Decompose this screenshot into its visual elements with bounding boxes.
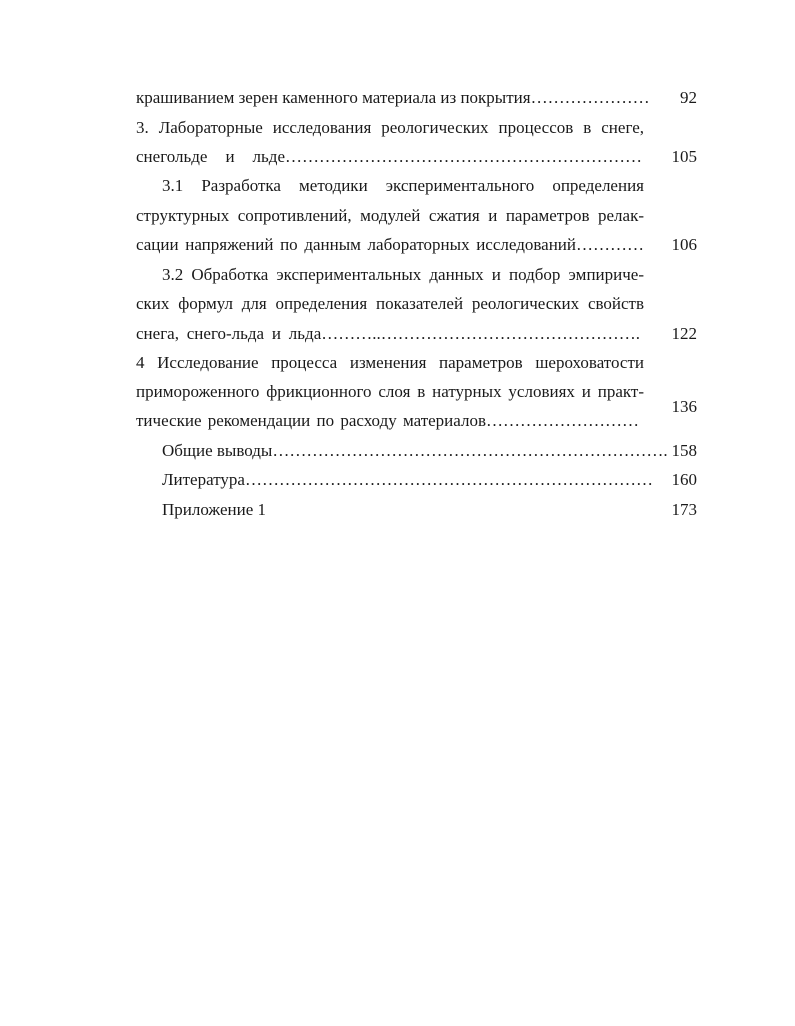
toc-page-number: 105 [671, 147, 697, 166]
toc-entry-text: Приложение 1 [162, 500, 266, 519]
toc-entry-text: снега, снего-льда и льда………..………………………………………. [136, 324, 640, 343]
toc-entry-text: 3.2 Обработка экспериментальных данных и подбор эмпириче- [162, 265, 644, 284]
toc-page-number: 173 [671, 500, 697, 519]
toc-page-number: 122 [671, 324, 697, 343]
toc-page-number: 158 [671, 441, 697, 460]
toc-entry-text: 3. Лабораторные исследования реологических процессов в снеге, [136, 118, 644, 137]
toc-entry-text: снегольде и льде……………………………………………………… [136, 147, 642, 166]
toc-page-number: 92 [680, 88, 697, 107]
toc-entry-text: 4 Исследование процесса изменения параметров шероховатости [136, 353, 644, 372]
toc-entry-text: примороженного фрикционного слоя в натурных условиях и практ- [136, 382, 644, 401]
toc-entry-text: Литература……………………………………………………………… [162, 470, 653, 489]
toc-entry-text: сации напряжений по данным лабораторных исследований………… [136, 235, 644, 254]
toc-entry-text: Общие выводы……………………………………………………………. [162, 441, 668, 460]
toc-page-number: 136 [671, 397, 697, 416]
toc-entry-text: структурных сопротивлений, модулей сжатия и параметров релак- [136, 206, 644, 225]
toc-entry-text: крашиванием зерен каменного материала из покрытия………………… [136, 88, 650, 107]
toc-page-number: 106 [671, 235, 697, 254]
toc-entry-text: 3.1 Разработка методики экспериментального определения [162, 176, 644, 195]
toc-entry-text: тические рекомендации по расходу материалов……………………… [136, 411, 639, 430]
toc-entry-text: ских формул для определения показателей реологических свойств [136, 294, 644, 313]
toc-page-number: 160 [671, 470, 697, 489]
